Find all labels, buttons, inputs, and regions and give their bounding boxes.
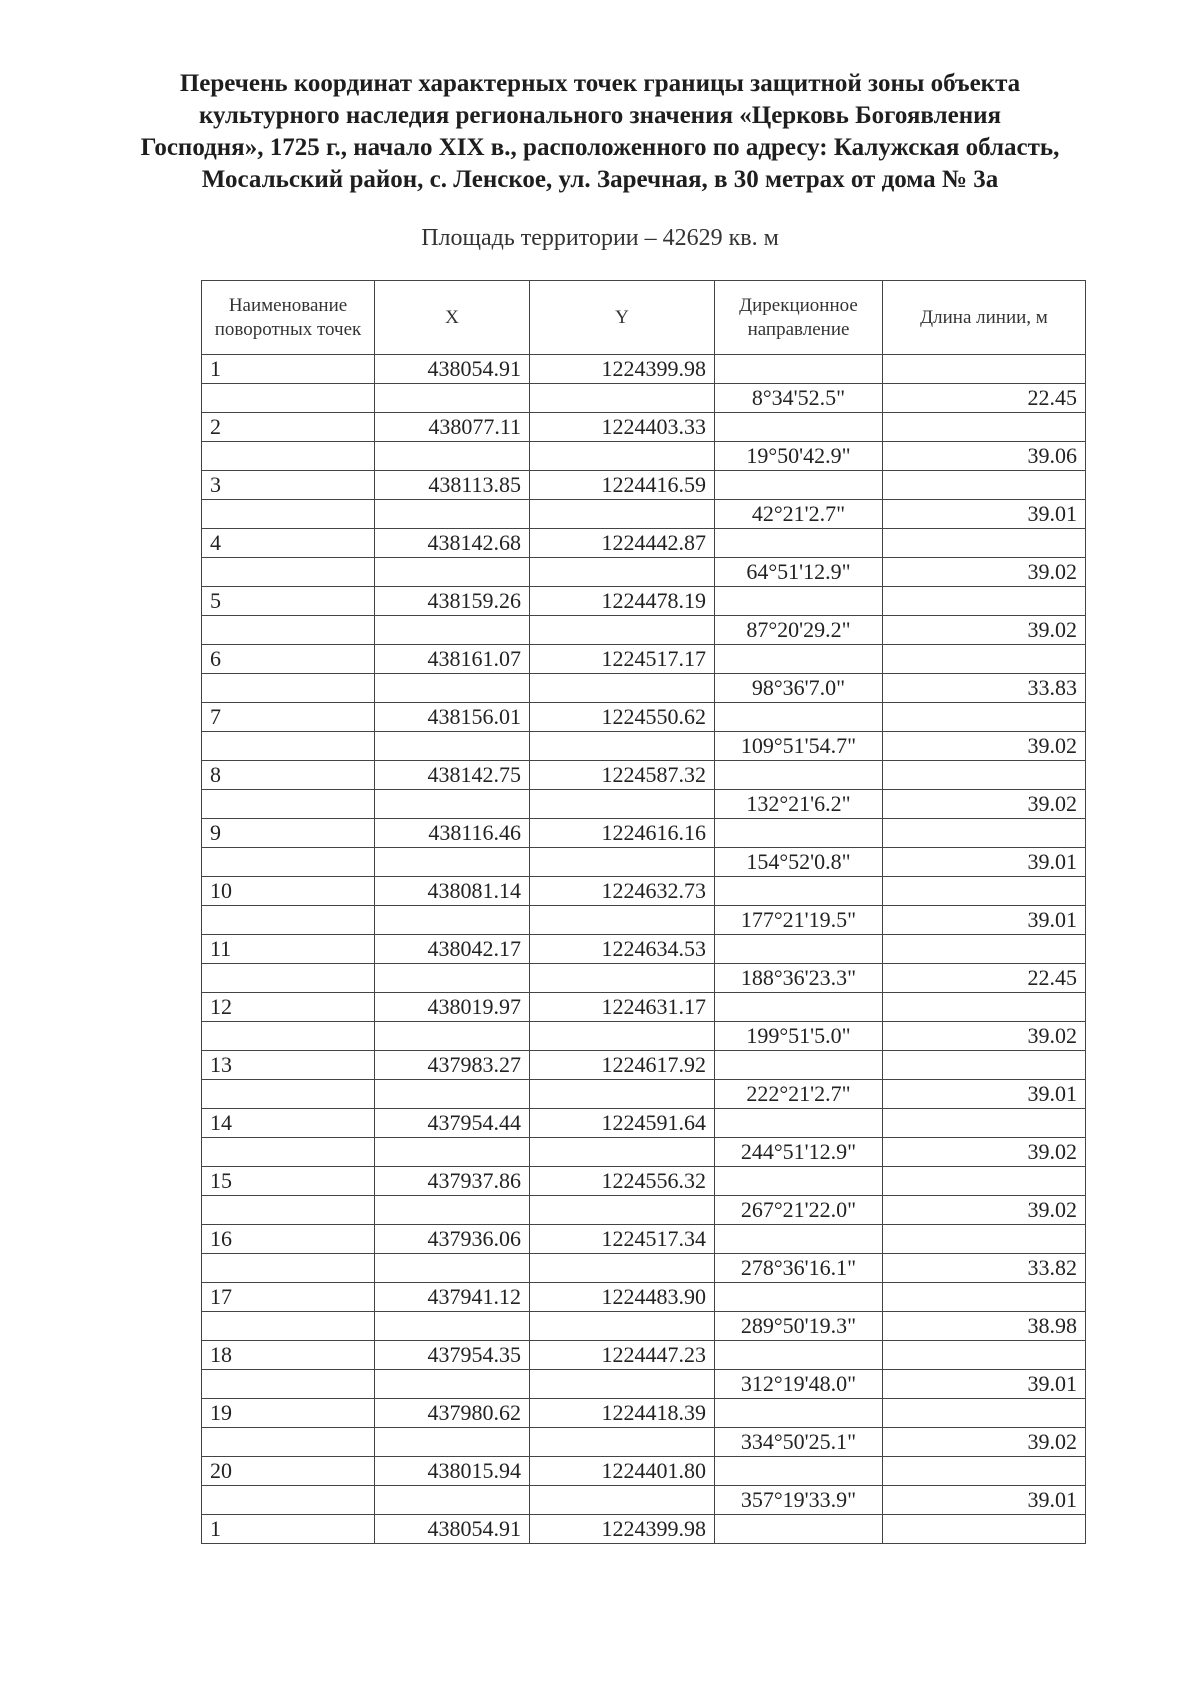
empty-cell xyxy=(883,935,1086,964)
empty-cell xyxy=(202,384,375,413)
segment-direction-cell: 154°52'0.8" xyxy=(715,848,883,877)
point-y-cell: 1224401.80 xyxy=(530,1457,715,1486)
segment-length-cell: 39.02 xyxy=(883,790,1086,819)
empty-cell xyxy=(202,1428,375,1457)
point-name-cell: 6 xyxy=(202,645,375,674)
empty-cell xyxy=(715,1109,883,1138)
table-row-point xyxy=(202,1167,1086,1196)
segment-direction-cell: 132°21'6.2" xyxy=(715,790,883,819)
point-x-cell: 438113.85 xyxy=(375,471,530,500)
table-row-segment xyxy=(202,616,1086,645)
empty-cell xyxy=(202,1138,375,1167)
empty-cell xyxy=(715,819,883,848)
table-row-point xyxy=(202,1341,1086,1370)
empty-cell xyxy=(715,761,883,790)
empty-cell xyxy=(530,790,715,819)
empty-cell xyxy=(375,1254,530,1283)
empty-cell xyxy=(202,1370,375,1399)
empty-cell xyxy=(530,558,715,587)
point-x-cell: 437941.12 xyxy=(375,1283,530,1312)
table-row-segment xyxy=(202,1486,1086,1515)
title-line: Господня», 1725 г., начало XIX в., расположенного по адресу: Калужская область, xyxy=(140,134,1060,161)
empty-cell xyxy=(202,906,375,935)
empty-cell xyxy=(883,877,1086,906)
point-y-cell: 1224399.98 xyxy=(530,1515,715,1544)
point-name-cell: 2 xyxy=(202,413,375,442)
segment-direction-cell: 8°34'52.5" xyxy=(715,384,883,413)
empty-cell xyxy=(375,674,530,703)
table-row-point xyxy=(202,993,1086,1022)
point-y-cell: 1224517.17 xyxy=(530,645,715,674)
point-y-cell: 1224556.32 xyxy=(530,1167,715,1196)
empty-cell xyxy=(715,993,883,1022)
segment-direction-cell: 199°51'5.0" xyxy=(715,1022,883,1051)
empty-cell xyxy=(530,674,715,703)
empty-cell xyxy=(202,1312,375,1341)
table-row-segment xyxy=(202,1196,1086,1225)
empty-cell xyxy=(715,1341,883,1370)
segment-direction-cell: 278°36'16.1" xyxy=(715,1254,883,1283)
table-row-point xyxy=(202,935,1086,964)
table-row-point xyxy=(202,1515,1086,1544)
empty-cell xyxy=(530,442,715,471)
point-name-cell: 18 xyxy=(202,1341,375,1370)
empty-cell xyxy=(530,1486,715,1515)
empty-cell xyxy=(883,1225,1086,1254)
segment-length-cell: 39.01 xyxy=(883,1370,1086,1399)
empty-cell xyxy=(202,1486,375,1515)
point-x-cell: 438054.91 xyxy=(375,355,530,384)
point-name-cell: 11 xyxy=(202,935,375,964)
table-row-segment xyxy=(202,500,1086,529)
point-y-cell: 1224632.73 xyxy=(530,877,715,906)
table-row-point xyxy=(202,1399,1086,1428)
segment-direction-cell: 312°19'48.0" xyxy=(715,1370,883,1399)
segment-direction-cell: 109°51'54.7" xyxy=(715,732,883,761)
empty-cell xyxy=(530,616,715,645)
empty-cell xyxy=(375,1370,530,1399)
table-row-point xyxy=(202,355,1086,384)
point-name-cell: 13 xyxy=(202,1051,375,1080)
point-x-cell: 438081.14 xyxy=(375,877,530,906)
empty-cell xyxy=(530,1370,715,1399)
empty-cell xyxy=(375,848,530,877)
point-y-cell: 1224416.59 xyxy=(530,471,715,500)
empty-cell xyxy=(530,1254,715,1283)
point-x-cell: 437936.06 xyxy=(375,1225,530,1254)
empty-cell xyxy=(530,848,715,877)
point-x-cell: 437937.86 xyxy=(375,1167,530,1196)
empty-cell xyxy=(375,1428,530,1457)
header-direction: Дирекционное направление xyxy=(715,281,883,355)
empty-cell xyxy=(375,500,530,529)
table-row-point xyxy=(202,471,1086,500)
table-row-segment xyxy=(202,558,1086,587)
table-row-segment xyxy=(202,964,1086,993)
empty-cell xyxy=(715,645,883,674)
point-name-cell: 12 xyxy=(202,993,375,1022)
empty-cell xyxy=(202,674,375,703)
segment-direction-cell: 289°50'19.3" xyxy=(715,1312,883,1341)
empty-cell xyxy=(883,1051,1086,1080)
segment-direction-cell: 267°21'22.0" xyxy=(715,1196,883,1225)
table-row-segment xyxy=(202,1080,1086,1109)
segment-direction-cell: 334°50'25.1" xyxy=(715,1428,883,1457)
point-name-cell: 19 xyxy=(202,1399,375,1428)
empty-cell xyxy=(715,1399,883,1428)
empty-cell xyxy=(202,964,375,993)
table-row-segment xyxy=(202,384,1086,413)
empty-cell xyxy=(715,529,883,558)
point-x-cell: 438156.01 xyxy=(375,703,530,732)
segment-length-cell: 39.02 xyxy=(883,616,1086,645)
empty-cell xyxy=(530,1080,715,1109)
table-row-segment xyxy=(202,1138,1086,1167)
empty-cell xyxy=(883,1109,1086,1138)
table-row-point xyxy=(202,1225,1086,1254)
segment-direction-cell: 87°20'29.2" xyxy=(715,616,883,645)
point-name-cell: 9 xyxy=(202,819,375,848)
table-row-point xyxy=(202,761,1086,790)
point-x-cell: 437983.27 xyxy=(375,1051,530,1080)
empty-cell xyxy=(375,1080,530,1109)
table-row-segment xyxy=(202,674,1086,703)
point-y-cell: 1224403.33 xyxy=(530,413,715,442)
point-y-cell: 1224517.34 xyxy=(530,1225,715,1254)
point-y-cell: 1224617.92 xyxy=(530,1051,715,1080)
empty-cell xyxy=(202,790,375,819)
empty-cell xyxy=(375,1022,530,1051)
coordinates-table xyxy=(201,280,1086,1544)
empty-cell xyxy=(202,558,375,587)
empty-cell xyxy=(530,500,715,529)
empty-cell xyxy=(715,355,883,384)
table-row-point xyxy=(202,529,1086,558)
empty-cell xyxy=(530,384,715,413)
segment-direction-cell: 188°36'23.3" xyxy=(715,964,883,993)
segment-length-cell: 39.02 xyxy=(883,732,1086,761)
segment-length-cell: 22.45 xyxy=(883,384,1086,413)
point-y-cell: 1224447.23 xyxy=(530,1341,715,1370)
point-y-cell: 1224631.17 xyxy=(530,993,715,1022)
table-row-segment xyxy=(202,1312,1086,1341)
point-x-cell: 438015.94 xyxy=(375,1457,530,1486)
point-x-cell: 438159.26 xyxy=(375,587,530,616)
point-name-cell: 15 xyxy=(202,1167,375,1196)
point-name-cell: 10 xyxy=(202,877,375,906)
segment-direction-cell: 98°36'7.0" xyxy=(715,674,883,703)
empty-cell xyxy=(715,587,883,616)
table-row-segment xyxy=(202,1254,1086,1283)
empty-cell xyxy=(375,1196,530,1225)
point-y-cell: 1224587.32 xyxy=(530,761,715,790)
empty-cell xyxy=(375,616,530,645)
empty-cell xyxy=(883,1341,1086,1370)
table-row-segment xyxy=(202,1428,1086,1457)
empty-cell xyxy=(375,1486,530,1515)
point-x-cell: 438142.75 xyxy=(375,761,530,790)
table-row-point xyxy=(202,587,1086,616)
point-name-cell: 17 xyxy=(202,1283,375,1312)
segment-length-cell: 39.01 xyxy=(883,1486,1086,1515)
segment-length-cell: 38.98 xyxy=(883,1312,1086,1341)
empty-cell xyxy=(715,1167,883,1196)
empty-cell xyxy=(715,471,883,500)
segment-length-cell: 39.01 xyxy=(883,500,1086,529)
table-row-segment xyxy=(202,906,1086,935)
segment-length-cell: 39.01 xyxy=(883,1080,1086,1109)
empty-cell xyxy=(375,1312,530,1341)
table-row-segment xyxy=(202,1370,1086,1399)
point-x-cell: 438116.46 xyxy=(375,819,530,848)
empty-cell xyxy=(883,587,1086,616)
empty-cell xyxy=(375,558,530,587)
segment-length-cell: 22.45 xyxy=(883,964,1086,993)
empty-cell xyxy=(715,1225,883,1254)
table-row-segment xyxy=(202,732,1086,761)
segment-length-cell: 39.02 xyxy=(883,1022,1086,1051)
segment-direction-cell: 19°50'42.9" xyxy=(715,442,883,471)
empty-cell xyxy=(883,1399,1086,1428)
header-x: X xyxy=(375,281,530,355)
title-line: Мосальский район, с. Ленское, ул. Заречная, в 30 метрах от дома № 3а xyxy=(201,166,999,193)
segment-direction-cell: 244°51'12.9" xyxy=(715,1138,883,1167)
point-name-cell: 1 xyxy=(202,355,375,384)
table-row-point xyxy=(202,1457,1086,1486)
empty-cell xyxy=(715,1515,883,1544)
table-row-point xyxy=(202,877,1086,906)
table-row-point xyxy=(202,1109,1086,1138)
table-row-segment xyxy=(202,1022,1086,1051)
table-header-row xyxy=(202,281,1086,355)
point-name-cell: 4 xyxy=(202,529,375,558)
point-y-cell: 1224478.19 xyxy=(530,587,715,616)
empty-cell xyxy=(530,1312,715,1341)
segment-length-cell: 39.02 xyxy=(883,1196,1086,1225)
point-y-cell: 1224399.98 xyxy=(530,355,715,384)
empty-cell xyxy=(883,703,1086,732)
segment-length-cell: 39.01 xyxy=(883,906,1086,935)
empty-cell xyxy=(202,1196,375,1225)
empty-cell xyxy=(375,442,530,471)
point-y-cell: 1224483.90 xyxy=(530,1283,715,1312)
segment-length-cell: 39.02 xyxy=(883,1428,1086,1457)
empty-cell xyxy=(883,993,1086,1022)
empty-cell xyxy=(530,964,715,993)
empty-cell xyxy=(530,1138,715,1167)
empty-cell xyxy=(883,1167,1086,1196)
empty-cell xyxy=(375,732,530,761)
coordinates-table-body xyxy=(202,355,1086,1544)
point-y-cell: 1224591.64 xyxy=(530,1109,715,1138)
point-x-cell: 437954.35 xyxy=(375,1341,530,1370)
title-line: культурного наследия регионального значения «Церковь Богоявления xyxy=(198,102,1002,129)
empty-cell xyxy=(883,761,1086,790)
document-title xyxy=(130,68,1070,196)
empty-cell xyxy=(883,1515,1086,1544)
table-row-segment xyxy=(202,848,1086,877)
table-row-segment xyxy=(202,442,1086,471)
empty-cell xyxy=(530,732,715,761)
point-x-cell: 438019.97 xyxy=(375,993,530,1022)
point-x-cell: 437980.62 xyxy=(375,1399,530,1428)
title-line: Перечень координат характерных точек границы защитной зоны объекта xyxy=(179,70,1021,97)
point-y-cell: 1224550.62 xyxy=(530,703,715,732)
table-row-point xyxy=(202,413,1086,442)
segment-direction-cell: 64°51'12.9" xyxy=(715,558,883,587)
empty-cell xyxy=(883,355,1086,384)
segment-direction-cell: 42°21'2.7" xyxy=(715,500,883,529)
table-row-segment xyxy=(202,790,1086,819)
point-name-cell: 20 xyxy=(202,1457,375,1486)
point-name-cell: 16 xyxy=(202,1225,375,1254)
segment-direction-cell: 357°19'33.9" xyxy=(715,1486,883,1515)
empty-cell xyxy=(715,877,883,906)
point-x-cell: 438077.11 xyxy=(375,413,530,442)
empty-cell xyxy=(715,1283,883,1312)
empty-cell xyxy=(715,703,883,732)
empty-cell xyxy=(375,906,530,935)
point-x-cell: 438042.17 xyxy=(375,935,530,964)
empty-cell xyxy=(883,413,1086,442)
empty-cell xyxy=(375,384,530,413)
point-name-cell: 7 xyxy=(202,703,375,732)
empty-cell xyxy=(530,1022,715,1051)
empty-cell xyxy=(530,906,715,935)
empty-cell xyxy=(883,471,1086,500)
table-row-point xyxy=(202,703,1086,732)
point-x-cell: 437954.44 xyxy=(375,1109,530,1138)
empty-cell xyxy=(202,732,375,761)
point-name-cell: 8 xyxy=(202,761,375,790)
empty-cell xyxy=(883,1457,1086,1486)
empty-cell xyxy=(375,790,530,819)
empty-cell xyxy=(715,935,883,964)
segment-length-cell: 39.02 xyxy=(883,558,1086,587)
empty-cell xyxy=(202,1080,375,1109)
header-y: Y xyxy=(530,281,715,355)
empty-cell xyxy=(202,500,375,529)
point-y-cell: 1224634.53 xyxy=(530,935,715,964)
empty-cell xyxy=(883,529,1086,558)
table-row-point xyxy=(202,1283,1086,1312)
empty-cell xyxy=(375,1138,530,1167)
empty-cell xyxy=(202,616,375,645)
segment-length-cell: 39.06 xyxy=(883,442,1086,471)
point-name-cell: 14 xyxy=(202,1109,375,1138)
point-x-cell: 438161.07 xyxy=(375,645,530,674)
point-y-cell: 1224442.87 xyxy=(530,529,715,558)
point-x-cell: 438142.68 xyxy=(375,529,530,558)
empty-cell xyxy=(883,645,1086,674)
empty-cell xyxy=(202,848,375,877)
segment-direction-cell: 222°21'2.7" xyxy=(715,1080,883,1109)
empty-cell xyxy=(715,1457,883,1486)
empty-cell xyxy=(715,1051,883,1080)
segment-length-cell: 39.01 xyxy=(883,848,1086,877)
empty-cell xyxy=(202,1254,375,1283)
header-point-name: Наименование поворотных точек xyxy=(202,281,375,355)
table-row-point xyxy=(202,819,1086,848)
segment-direction-cell: 177°21'19.5" xyxy=(715,906,883,935)
point-name-cell: 3 xyxy=(202,471,375,500)
header-length: Длина линии, м xyxy=(883,281,1086,355)
empty-cell xyxy=(202,442,375,471)
empty-cell xyxy=(530,1428,715,1457)
empty-cell xyxy=(883,1283,1086,1312)
empty-cell xyxy=(202,1022,375,1051)
point-y-cell: 1224418.39 xyxy=(530,1399,715,1428)
segment-length-cell: 33.83 xyxy=(883,674,1086,703)
table-row-point xyxy=(202,645,1086,674)
table-row-point xyxy=(202,1051,1086,1080)
empty-cell xyxy=(375,964,530,993)
segment-length-cell: 33.82 xyxy=(883,1254,1086,1283)
point-name-cell: 1 xyxy=(202,1515,375,1544)
segment-length-cell: 39.02 xyxy=(883,1138,1086,1167)
empty-cell xyxy=(883,819,1086,848)
point-y-cell: 1224616.16 xyxy=(530,819,715,848)
point-name-cell: 5 xyxy=(202,587,375,616)
point-x-cell: 438054.91 xyxy=(375,1515,530,1544)
territory-area-text: Площадь территории – 42629 кв. м xyxy=(421,225,779,251)
empty-cell xyxy=(530,1196,715,1225)
empty-cell xyxy=(715,413,883,442)
